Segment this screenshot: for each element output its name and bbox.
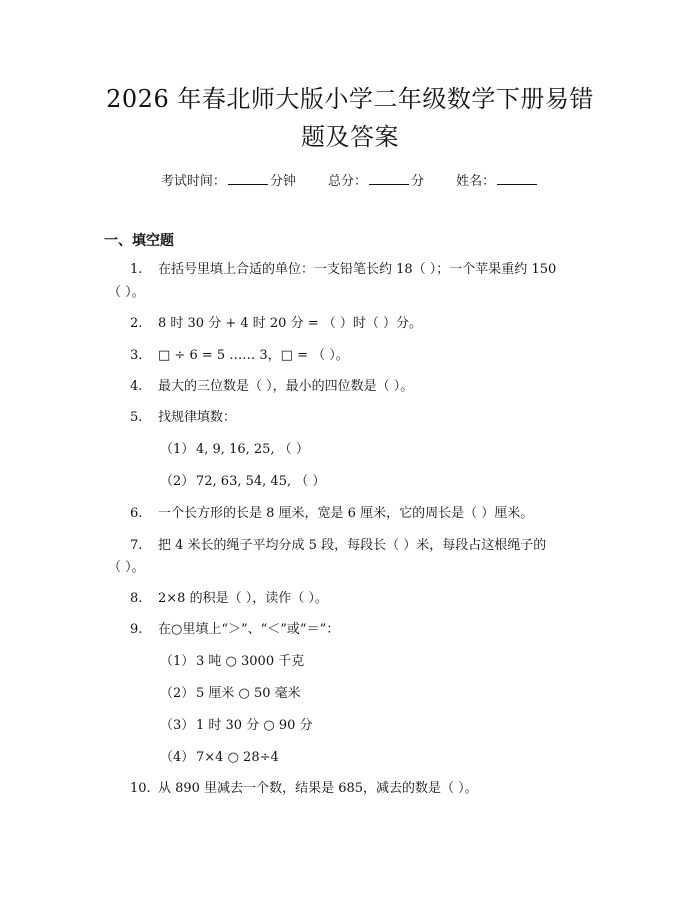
sub-question-text: 72, 63, 54, 45, （ ） <box>196 474 326 489</box>
question-text: 在○里填上“＞”、“＜”或“＝”： <box>158 622 340 637</box>
question-text: 从 890 里减去一个数，结果是 685，减去的数是（ ）。 <box>158 781 478 796</box>
question-text: □ ÷ 6 = 5 …… 3，□ = （ ）。 <box>158 348 349 363</box>
student-name-field <box>456 170 539 189</box>
question-text: 找规律填数： <box>158 410 237 425</box>
exam-time-blank <box>228 174 268 185</box>
question-number: 8. <box>130 591 143 606</box>
sub-question <box>160 684 301 704</box>
exam-time-unit: 分钟 <box>269 174 296 189</box>
sub-question-number: （1） <box>160 442 195 457</box>
sub-question-number: （3） <box>160 718 195 733</box>
sub-question <box>160 440 309 460</box>
question-text: 2×8 的积是（ ），读作（ ）。 <box>158 591 328 606</box>
document-title <box>90 80 610 156</box>
question-text-continuation: （ ）。 <box>108 560 145 575</box>
exam-time-field <box>161 170 296 189</box>
sub-question-number: （2） <box>160 686 195 701</box>
question-number: 2. <box>130 316 143 331</box>
question-text: 8 时 30 分 + 4 时 20 分 = （ ）时（ ）分。 <box>158 316 422 331</box>
sub-question <box>160 652 304 672</box>
question-text-continuation: （ ）。 <box>108 285 145 300</box>
exam-time-label: 考试时间： <box>160 174 226 189</box>
question-text: 把 4 米长的绳子平均分成 5 段，每段长（ ）米，每段占这根绳子的 <box>158 538 547 553</box>
question-number: 5. <box>130 410 143 425</box>
title-line-2: 题及答案 <box>301 123 399 151</box>
section-heading-fill-in: 一、填空题 <box>104 233 174 249</box>
question-number: 9. <box>130 622 143 637</box>
question-number: 1. <box>130 262 143 277</box>
student-name-blank <box>497 174 537 185</box>
total-score-blank <box>369 174 409 185</box>
title-line-1: 2026 年春北师大版小学二年级数学下册易错 <box>106 85 594 113</box>
sub-question <box>160 716 313 736</box>
question-number: 10. <box>130 781 151 796</box>
question-number: 6. <box>130 506 143 521</box>
sub-question-text: 1 时 30 分 ○ 90 分 <box>196 718 313 733</box>
sub-question-number: （1） <box>160 654 195 669</box>
question-text: 一个长方形的长是 8 厘米，宽是 6 厘米，它的周长是（ ）厘米。 <box>158 506 534 521</box>
sub-question <box>160 472 325 492</box>
sub-question-number: （4） <box>160 750 195 765</box>
total-score-label: 总分： <box>327 174 367 189</box>
total-score-field <box>328 170 424 189</box>
sub-question-text: 7×4 ○ 28÷4 <box>196 750 279 765</box>
question-text: 最大的三位数是（ ），最小的四位数是（ ）。 <box>158 379 414 394</box>
question-number: 3. <box>130 348 143 363</box>
exam-meta <box>0 170 700 189</box>
sub-question-text: 3 吨 ○ 3000 千克 <box>196 654 305 669</box>
sub-question-number: （2） <box>160 474 195 489</box>
sub-question-text: 5 厘米 ○ 50 毫米 <box>196 686 301 701</box>
question-text: 在括号里填上合适的单位：一支铅笔长约 18（ ）；一个苹果重约 150 <box>158 262 557 277</box>
total-score-unit: 分 <box>411 174 425 189</box>
sub-question <box>160 748 279 768</box>
student-name-label: 姓名： <box>456 174 496 189</box>
question-number: 7. <box>130 538 143 553</box>
sub-question-text: 4, 9, 16, 25, （ ） <box>196 442 309 457</box>
question-number: 4. <box>130 379 143 394</box>
